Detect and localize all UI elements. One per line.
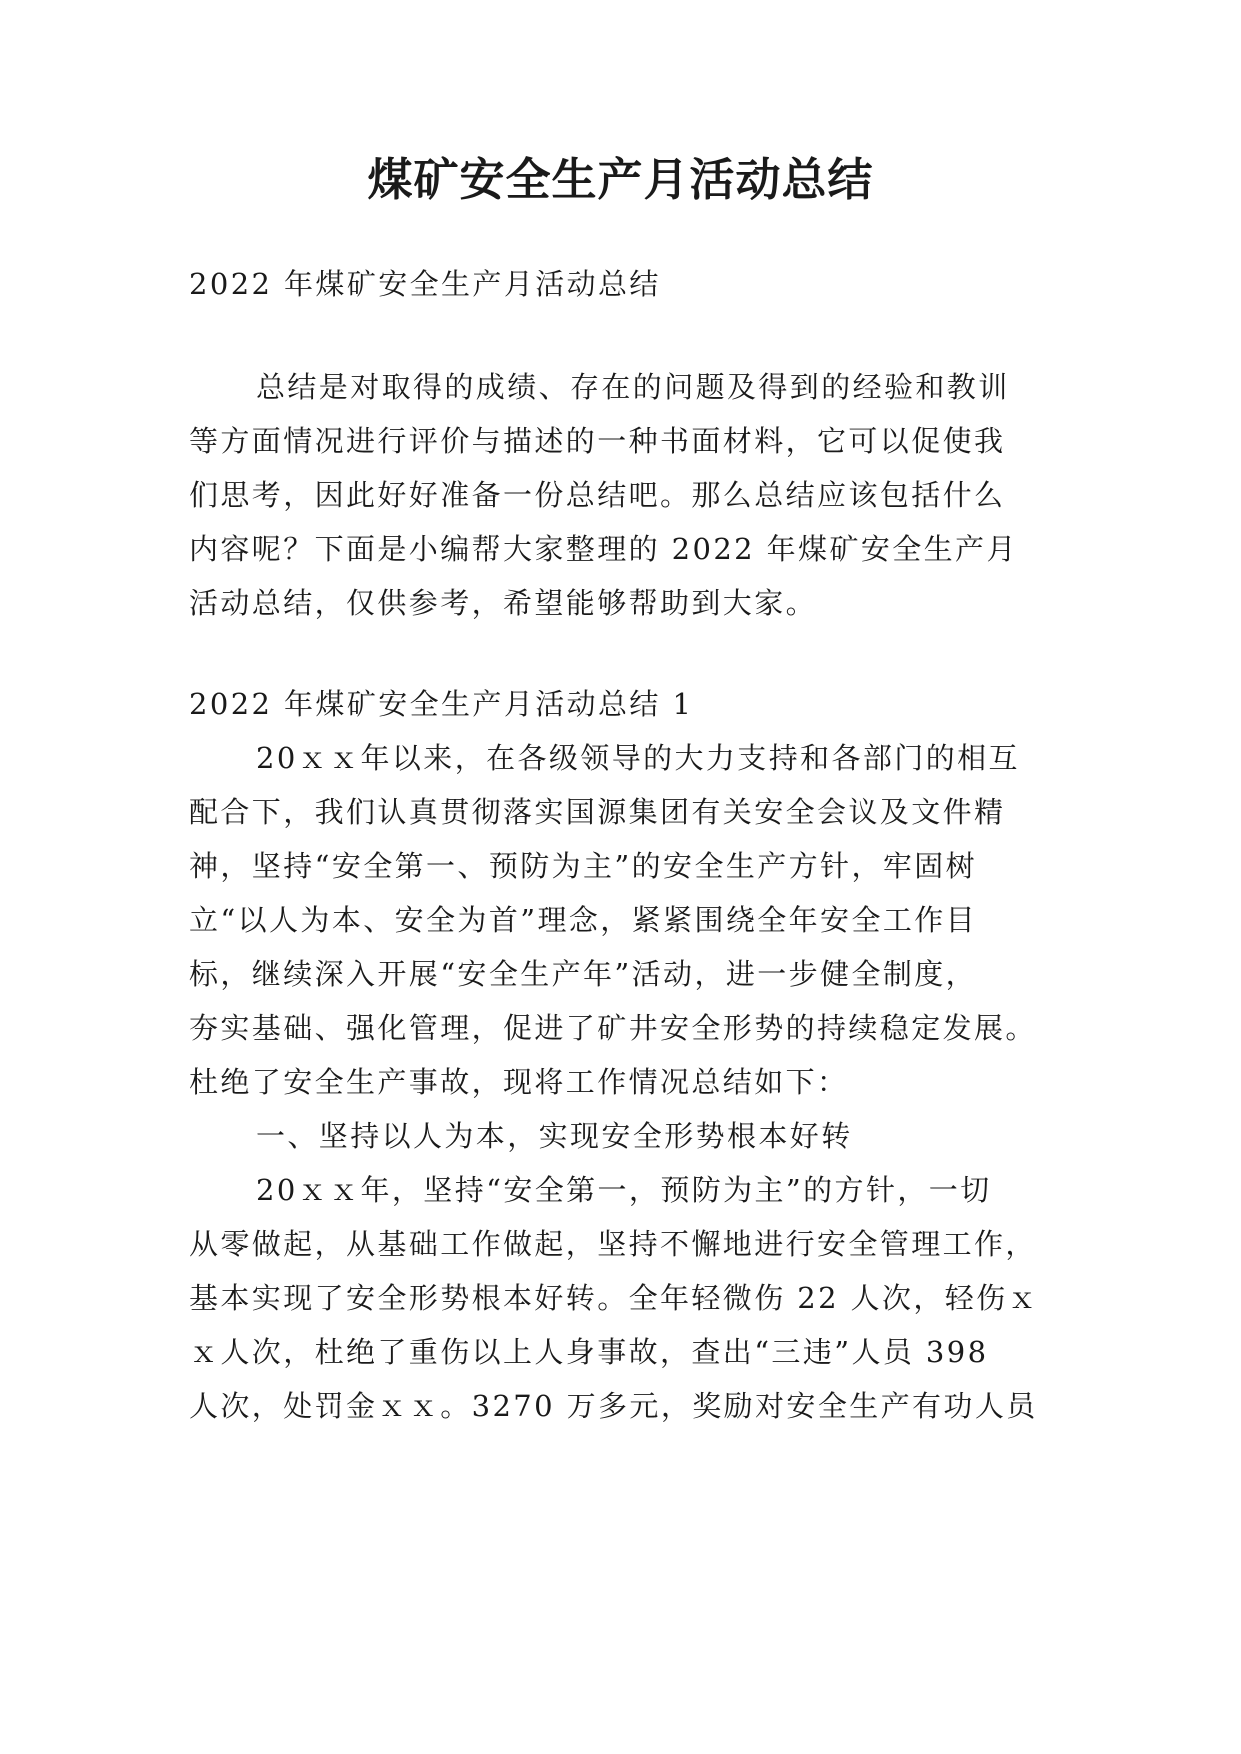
intro-line: 活动总结，仅供参考，希望能够帮助到大家。 bbox=[189, 586, 818, 620]
paragraph-line: 配合下，我们认真贯彻落实国源集团有关安全会议及文件精 bbox=[189, 795, 1006, 829]
paragraph-line: 人次，处罚金ｘｘ。3270 万多元，奖励对安全生产有功人员 bbox=[189, 1389, 1038, 1423]
paragraph-line: 基本实现了安全形势根本好转。全年轻微伤 22 人次，轻伤ｘ bbox=[189, 1281, 1039, 1315]
document-subtitle: 2022 年煤矿安全生产月活动总结 bbox=[189, 267, 661, 301]
paragraph-line: 20ｘｘ年，坚持“安全第一，预防为主”的方针，一切 bbox=[256, 1173, 992, 1207]
intro-line: 总结是对取得的成绩、存在的问题及得到的经验和教训 bbox=[256, 370, 1010, 404]
intro-line: 内容呢？下面是小编帮大家整理的 2022 年煤矿安全生产月 bbox=[189, 532, 1018, 566]
intro-line: 等方面情况进行评价与描述的一种书面材料，它可以促使我 bbox=[189, 424, 1006, 458]
paragraph-line: 夯实基础、强化管理，促进了矿井安全形势的持续稳定发展。 bbox=[189, 1011, 1037, 1045]
paragraph-line: 立“以人为本、安全为首”理念，紧紧围绕全年安全工作目 bbox=[189, 903, 978, 937]
paragraph-line: 从零做起，从基础工作做起，坚持不懈地进行安全管理工作， bbox=[189, 1227, 1037, 1261]
paragraph-line: 神，坚持“安全第一、预防为主”的安全生产方针，牢固树 bbox=[189, 849, 978, 883]
paragraph-line: ｘ人次，杜绝了重伤以上人身事故，查出“三违”人员 398 bbox=[189, 1335, 989, 1369]
document-title: 煤矿安全生产月活动总结 bbox=[367, 153, 874, 206]
intro-line: 们思考，因此好好准备一份总结吧。那么总结应该包括什么 bbox=[189, 478, 1006, 512]
heading-one: 一、坚持以人为本，实现安全形势根本好转 bbox=[256, 1119, 853, 1153]
paragraph-line: 标，继续深入开展“安全生产年”活动，进一步健全制度， bbox=[189, 957, 978, 991]
section-title: 2022 年煤矿安全生产月活动总结 1 bbox=[189, 687, 694, 721]
paragraph-line: 20ｘｘ年以来，在各级领导的大力支持和各部门的相互 bbox=[256, 741, 1020, 775]
paragraph-line: 杜绝了安全生产事故，现将工作情况总结如下： bbox=[189, 1065, 849, 1099]
